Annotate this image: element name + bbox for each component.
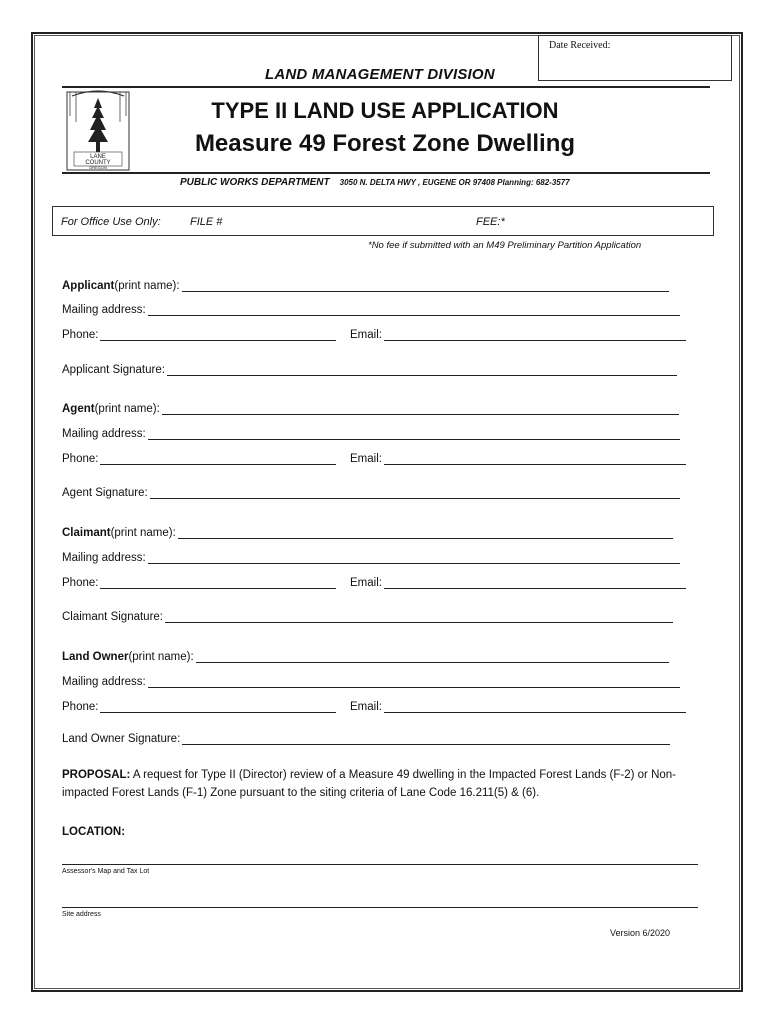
proposal-label: PROPOSAL: [62,769,131,781]
claimant-phone-label: Phone: [62,577,99,589]
location-label: LOCATION: [62,826,126,838]
owner-mailing-field[interactable] [62,676,680,688]
owner-signature-field[interactable] [62,733,670,745]
claimant-name-field[interactable] [62,527,673,539]
agent-email-field[interactable] [350,453,686,465]
applicant-label-suffix: (print name): [114,280,180,292]
site-address-label: Site address [62,911,101,918]
division-title: LAND MANAGEMENT DIVISION [265,66,495,83]
applicant-email-field[interactable] [350,329,686,341]
claimant-label-suffix: (print name): [110,527,176,539]
claimant-mailing-label: Mailing address: [62,552,146,564]
owner-phone-field[interactable] [62,701,336,713]
owner-label-suffix: (print name): [128,651,194,663]
agent-label: Agent [62,403,95,415]
applicant-label: Applicant [62,280,115,292]
claimant-email-label: Email: [350,577,382,589]
agent-phone-field[interactable] [62,453,336,465]
agent-signature-field[interactable] [62,487,680,499]
agent-name-field[interactable] [62,403,679,415]
version-label: Version 6/2020 [610,928,671,938]
owner-signature-label: Land Owner Signature: [62,733,181,745]
form-title-line1: TYPE II LAND USE APPLICATION [211,98,559,123]
map-taxlot-field[interactable] [62,864,698,865]
svg-text:OREGON: OREGON [89,165,107,170]
applicant-mailing-field[interactable] [62,304,680,316]
department-name: PUBLIC WORKS DEPARTMENT [180,177,330,188]
date-received-label: Date Received: [549,40,611,51]
department-address: 3050 N. DELTA HWY , EUGENE OR 97408 Planning: 682-3577 [339,178,570,187]
applicant-email-label: Email: [350,329,382,341]
svg-text:LANE: LANE [90,154,106,160]
owner-name-field[interactable] [62,651,669,663]
owner-email-field[interactable] [350,701,686,713]
file-number-field[interactable]: FILE # [190,216,223,228]
proposal-text [62,766,722,802]
owner-mailing-label: Mailing address: [62,676,146,688]
applicant-signature-label: Applicant Signature: [62,364,165,376]
agent-signature-label: Agent Signature: [62,487,148,499]
lane-county-logo [66,88,130,172]
agent-email-label: Email: [350,453,382,465]
date-received-box[interactable] [538,35,732,81]
agent-mailing-field[interactable] [62,428,680,440]
applicant-phone-field[interactable] [62,329,336,341]
fee-field[interactable]: FEE:* [476,216,505,228]
owner-email-label: Email: [350,701,382,713]
form-title-line2: Measure 49 Forest Zone Dwelling [194,130,576,157]
applicant-name-field[interactable] [62,280,669,292]
svg-text:COUNTY: COUNTY [85,160,111,166]
claimant-label: Claimant [62,527,111,539]
header-rule-bottom [62,172,710,174]
owner-label: Land Owner [62,651,129,663]
claimant-signature-label: Claimant Signature: [62,611,163,623]
office-use-label: For Office Use Only: [61,216,161,228]
owner-phone-label: Phone: [62,701,99,713]
agent-label-suffix: (print name): [94,403,160,415]
applicant-phone-label: Phone: [62,329,99,341]
applicant-mailing-label: Mailing address: [62,304,146,316]
claimant-mailing-field[interactable] [62,552,680,564]
proposal-body: A request for Type II (Director) review of a Measure 49 dwelling in the Impacted Forest Lands (F-2) or Non-impacted Forest Lands (F-1) Zone pursuant to the siting criteria of Lane Code 16.211(5) & (6). [62,769,677,799]
header-rule-top [62,86,710,88]
fee-note: *No fee if submitted with an M49 Preliminary Partition Application [368,240,642,251]
claimant-email-field[interactable] [350,577,686,589]
map-taxlot-label: Assessor's Map and Tax Lot [62,868,150,875]
agent-mailing-label: Mailing address: [62,428,146,440]
claimant-signature-field[interactable] [62,611,673,623]
department-line [180,177,570,188]
agent-phone-label: Phone: [62,453,99,465]
claimant-phone-field[interactable] [62,577,336,589]
site-address-field[interactable] [62,907,698,908]
applicant-signature-field[interactable] [62,364,677,376]
